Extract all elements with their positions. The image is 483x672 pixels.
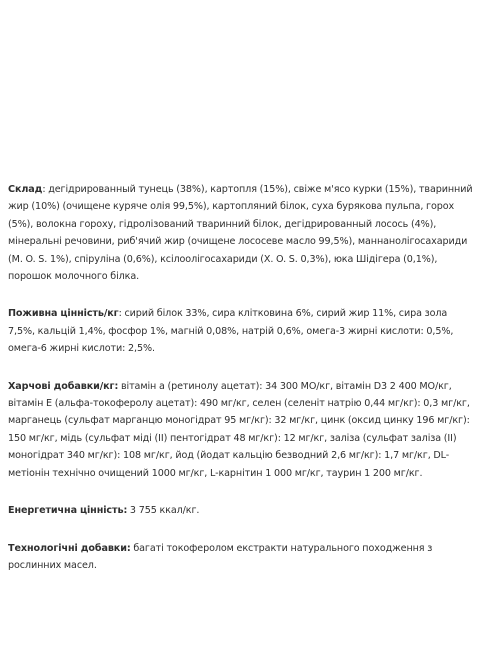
- product-composition: [8, 181, 475, 594]
- energy-value-label: Енергетична цінність:: [8, 505, 128, 517]
- technological-additives-text: багаті токоферолом екстракти натурального походження з рослинних масел.: [8, 542, 433, 571]
- nutritional-value-paragraph: [8, 305, 475, 357]
- additives-label: Харчові добавки/кг:: [8, 380, 119, 392]
- energy-value-paragraph: [8, 502, 475, 519]
- technological-additives-paragraph: [8, 540, 475, 575]
- nutritional-value-text: : сирий білок 33%, сира клітковина 6%, сирий жир 11%, сира зола 7,5%, кальцій 1,4%, фосфор 1%, магній 0,08%, натрій 0,6%, омега-3 жирні кислоти: 0,5%, омега-6 жирні кислоти: 2,5%.: [8, 308, 454, 355]
- composition-label: Склад: [8, 184, 43, 195]
- technological-additives-label: Технологічні добавки:: [8, 542, 131, 554]
- additives-paragraph: [8, 378, 475, 482]
- composition-paragraph: [8, 181, 475, 285]
- composition-text: : дегідрированный тунець (38%), картопля (15%), свіже м'ясо курки (15%), тваринний жир (10%) (очищене куряче олія 99,5%), картопляний білок, суха бурякова пульпа, горох (5%), волокна гороху, гідролізований тваринний білок, дегідрированный лосось (4%), мінеральні речовини, риб'ячий жир (очищене лососеве масло 99,5%), маннанолігосахариди (M. O. S. 1%), спіруліна (0,6%), ксілоолігосахариди (X. O. S. 0,3%), юка Шідігера (0,1%), порошок молочного білка.: [8, 184, 473, 283]
- energy-value-text: 3 755 ккал/кг.: [127, 505, 200, 517]
- additives-text: вітамін a (ретинолу ацетат): 34 300 МО/кг, вітамін D3 2 400 МО/кг, вітамін E (альфа-токоферолу ацетат): 490 мг/кг, селен (селеніт натрію 0,44 мг/кг): 0,3 мг/кг, марганець (сульфат марганцю моногідрат 95 мг/кг): 32 мг/кг, цинк (оксид цинку 196 мг/кг): 150 мг/кг, мідь (сульфат міді (II) пентогідрат 48 мг/кг): 12 мг/кг, заліза (сульфат заліза (II) моногідрат 340 мг/кг): 108 мг/кг, йод (йодат кальцію безводний 2,6 мг/кг): 1,7 мг/кг, DL-метіонін технічно очищений 1000 мг/кг, L-карнітин 1 000 мг/кг, таурин 1 200 мг/кг.: [8, 380, 470, 479]
- nutritional-value-label: Поживна цінність/кг: [8, 308, 119, 320]
